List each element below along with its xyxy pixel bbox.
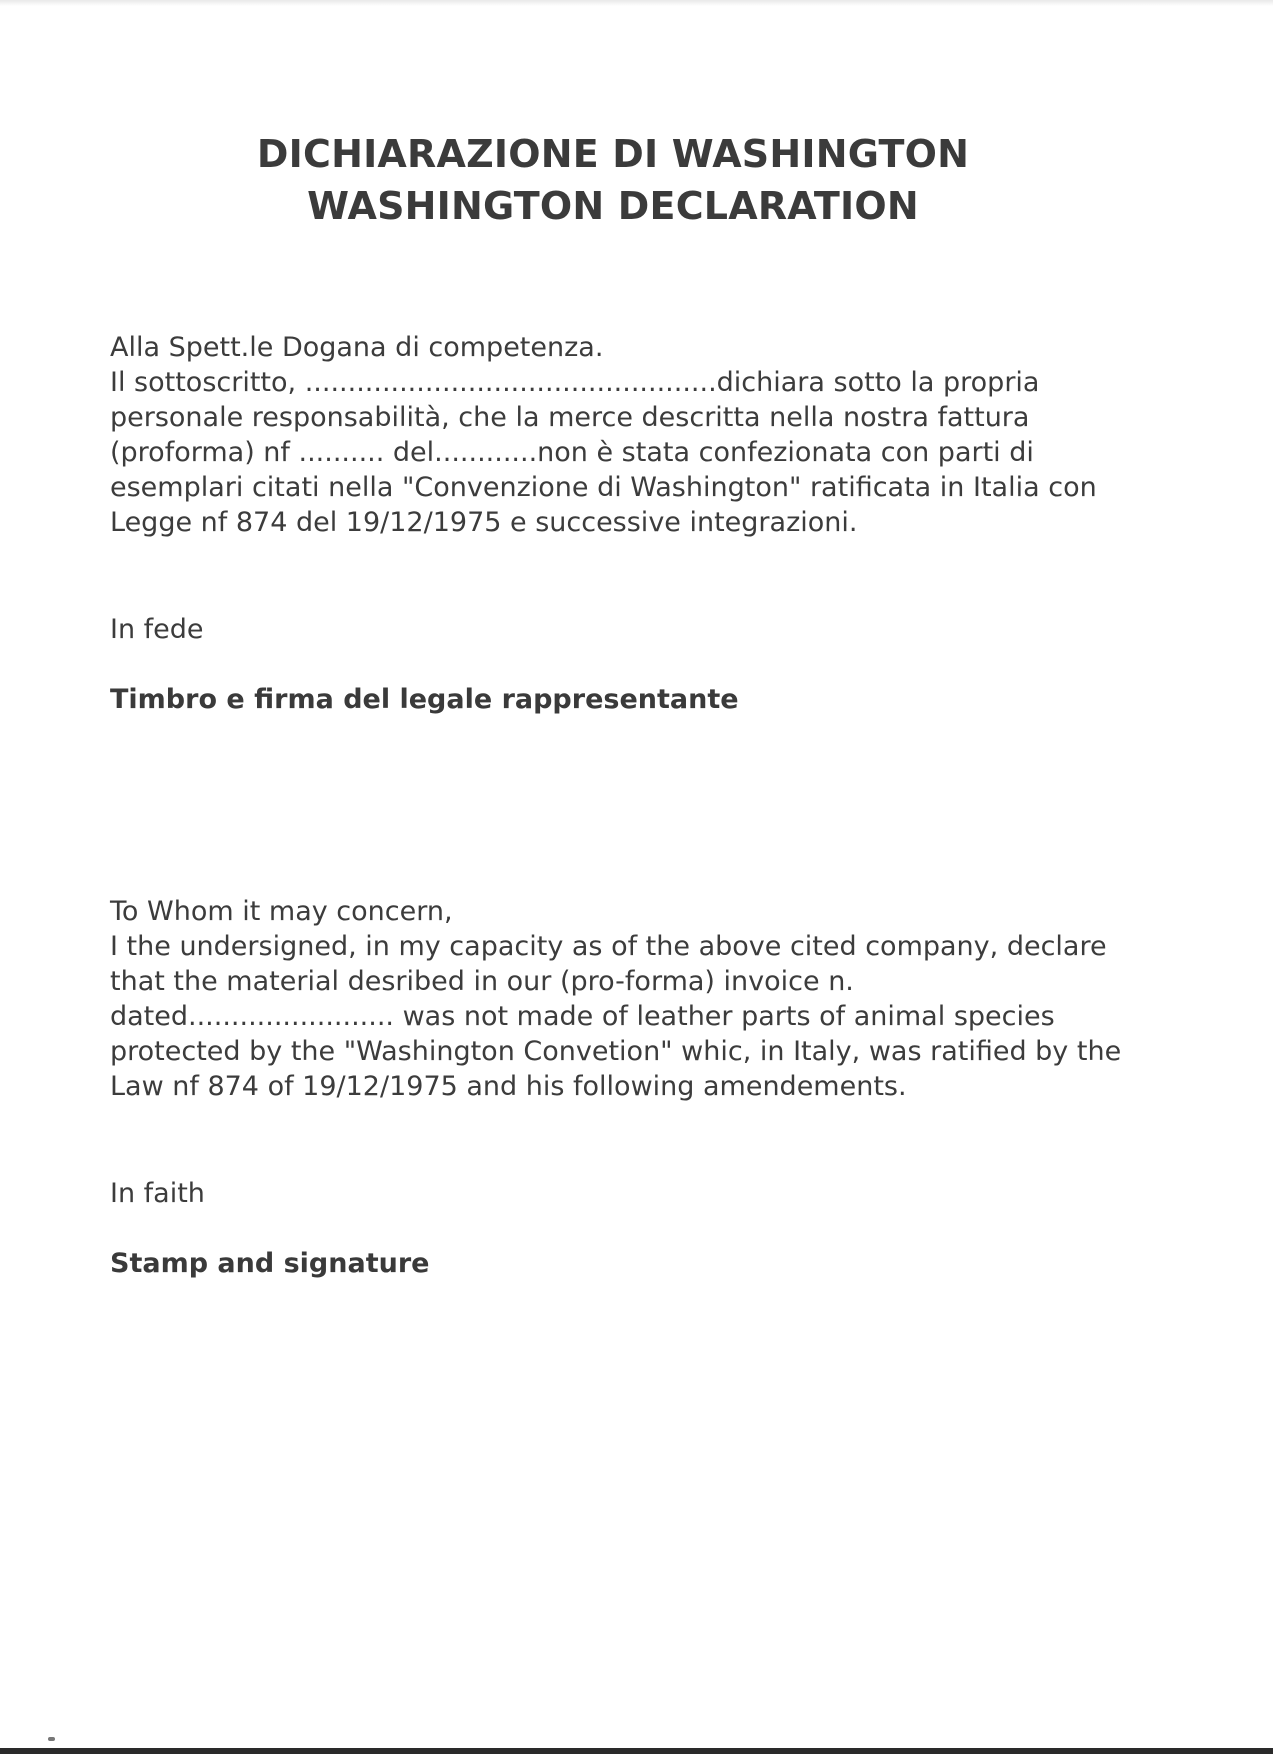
english-line: protected by the "Washington Convetion" whic, in Italy, was ratified by the [110,1036,1122,1067]
title-english: WASHINGTON DECLARATION [307,184,919,228]
title-italian: DICHIARAZIONE DI WASHINGTON [256,132,970,176]
english-line: To Whom it may concern, [110,896,453,927]
english-line: that the material desribed in our (pro-forma) invoice n. [110,966,854,997]
italian-line: Legge nf 874 del 19/12/1975 e successive integrazioni. [110,507,858,538]
italian-line: (proforma) nf .......... del............non è stata confezionata con parti di [110,437,1034,468]
english-line: dated........................ was not made of leather parts of animal species [110,1001,1055,1032]
english-line: I the undersigned, in my capacity as of the above cited company, declare [110,931,1107,962]
scan-bottom-edge [0,1748,1273,1754]
scan-top-edge [0,0,1273,6]
italian-line: esemplari citati nella "Convenzione di Washington" ratificata in Italia con [110,472,1097,503]
document-title [0,128,1226,232]
italian-declaration-text [110,330,1140,540]
italian-line: personale responsabilità, che la merce descritta nella nostra fattura [110,402,1030,433]
italian-line: Alla Spett.le Dogana di competenza. [110,332,604,363]
english-declaration-text [110,894,1140,1104]
scan-speck [48,1737,55,1741]
italian-signature-label: Timbro e firma del legale rappresentante [110,684,739,715]
italian-line: Il sottoscritto, ................................................dichiara sotto la propria [110,367,1040,398]
english-signature-label: Stamp and signature [110,1248,430,1279]
italian-closing: In fede [110,614,204,645]
english-line: Law nf 874 of 19/12/1975 and his following amendements. [110,1071,907,1102]
english-closing: In faith [110,1178,205,1209]
